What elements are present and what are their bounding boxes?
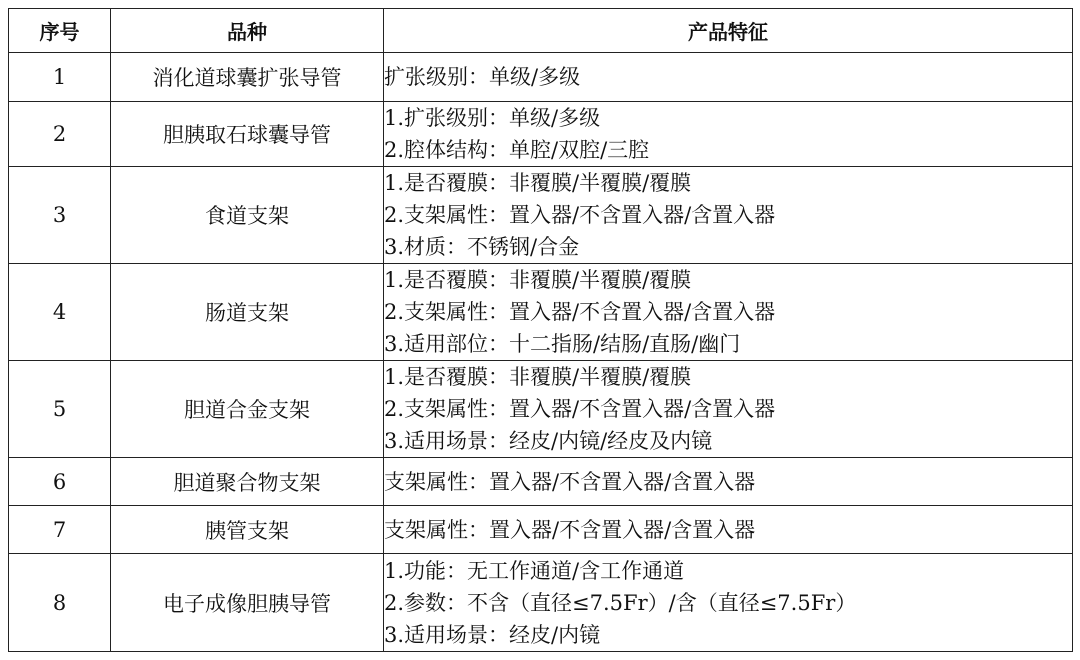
table-row: [9, 167, 1073, 264]
product-spec-table: [8, 8, 1073, 652]
table-row: [9, 102, 1073, 167]
row-index: 6: [9, 458, 111, 506]
header-index: 序号: [9, 9, 111, 53]
row-features: [384, 102, 1073, 167]
row-variety: 胆道聚合物支架: [111, 458, 384, 506]
row-features: [384, 506, 1073, 554]
table-row: [9, 53, 1073, 102]
row-index: 8: [9, 554, 111, 652]
header-features: 产品特征: [384, 9, 1073, 53]
row-features: [384, 264, 1073, 361]
row-features: [384, 458, 1073, 506]
table-row: [9, 264, 1073, 361]
feature-line: 2.支架属性：置入器/不含置入器/含置入器: [384, 203, 776, 227]
row-variety: 胰管支架: [111, 506, 384, 554]
feature-line: 2.支架属性：置入器/不含置入器/含置入器: [384, 397, 776, 421]
row-variety: 胆胰取石球囊导管: [111, 102, 384, 167]
feature-line: 支架属性：置入器/不含置入器/含置入器: [384, 517, 756, 542]
table-header-row: [9, 9, 1073, 53]
table-row: [9, 361, 1073, 458]
row-features: [384, 361, 1073, 458]
feature-line: 扩张级别：单级/多级: [384, 65, 581, 89]
row-features: [384, 53, 1073, 102]
header-variety: 品种: [111, 9, 384, 53]
feature-line: 3.材质：不锈钢/合金: [384, 235, 580, 259]
row-variety: 胆道合金支架: [111, 361, 384, 458]
feature-line: 3.适用部位：十二指肠/结肠/直肠/幽门: [384, 332, 741, 356]
row-variety: 消化道球囊扩张导管: [111, 53, 384, 102]
feature-line: 1.是否覆膜：非覆膜/半覆膜/覆膜: [384, 268, 692, 292]
table-row: [9, 554, 1073, 652]
feature-line: 3.适用场景：经皮/内镜/经皮及内镜: [384, 429, 713, 453]
feature-line: 支架属性：置入器/不含置入器/含置入器: [384, 469, 756, 494]
row-index: 3: [9, 167, 111, 264]
row-variety: 食道支架: [111, 167, 384, 264]
row-index: 7: [9, 506, 111, 554]
feature-line: 2.支架属性：置入器/不含置入器/含置入器: [384, 300, 776, 324]
feature-line: 3.适用场景：经皮/内镜: [384, 622, 601, 647]
row-index: 5: [9, 361, 111, 458]
feature-line: 1.扩张级别：单级/多级: [384, 106, 601, 130]
row-variety: 肠道支架: [111, 264, 384, 361]
row-variety: 电子成像胆胰导管: [111, 554, 384, 652]
table-row: [9, 458, 1073, 506]
row-index: 1: [9, 53, 111, 102]
feature-line: 1.是否覆膜：非覆膜/半覆膜/覆膜: [384, 171, 692, 195]
feature-line: 1.功能：无工作通道/含工作通道: [384, 558, 685, 583]
row-features: [384, 167, 1073, 264]
row-features: [384, 554, 1073, 652]
row-index: 4: [9, 264, 111, 361]
row-index: 2: [9, 102, 111, 167]
feature-line: 1.是否覆膜：非覆膜/半覆膜/覆膜: [384, 365, 692, 389]
table-row: [9, 506, 1073, 554]
feature-line: 2.腔体结构：单腔/双腔/三腔: [384, 138, 650, 162]
feature-line: 2.参数：不含（直径≤7.5Fr）/含（直径≤7.5Fr）: [384, 590, 857, 615]
